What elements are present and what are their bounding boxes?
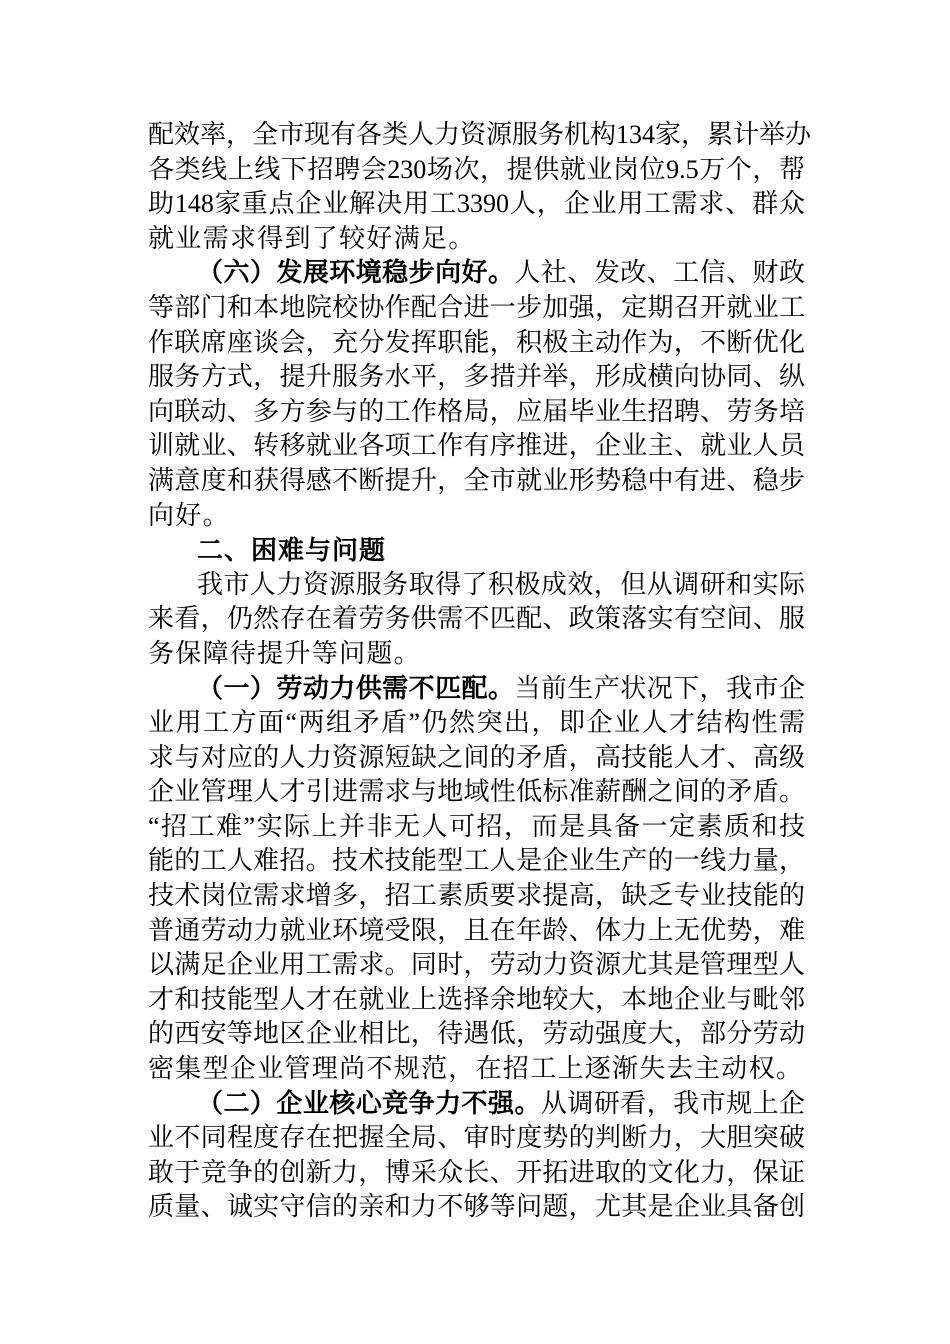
line-text: 技术岗位需求增多，招工素质要求提高，缺乏专业技能的 [148, 881, 805, 911]
text-line [148, 187, 805, 222]
text-line [148, 464, 805, 499]
text-line [148, 810, 805, 845]
line-text: 质量、诚实守信的亲和力不够等问题，尤其是企业具备创 [148, 1192, 805, 1222]
text-line [148, 775, 805, 810]
line-text: 能的工人难招。技术技能型工人是企业生产的一线力量， [148, 846, 805, 876]
line-text: 配效率，全市现有各类人力资源服务机构134家，累计举办 [148, 120, 812, 149]
text-line [148, 1156, 805, 1191]
line-text: 当前生产状况下，我市企 [514, 673, 805, 703]
text-line [148, 1017, 805, 1052]
line-text: 我市人力资源服务取得了积极成效，但从调研和实际 [197, 569, 805, 599]
paragraph [148, 672, 805, 1087]
text-line [148, 222, 805, 257]
text-line [148, 291, 805, 326]
line-text: 企业管理人才引进需求与地域性低标准薪酬之间的矛盾。 [148, 777, 805, 807]
text-line [148, 637, 805, 672]
text-line [148, 1121, 805, 1156]
text-line [148, 879, 805, 914]
line-text: 来看，仍然存在着劳务供需不匹配、政策落实有空间、服 [148, 604, 805, 634]
line-text: 从调研看，我市规上企 [540, 1088, 805, 1118]
line-text: 各类线上线下招聘会230场次，提供就业岗位9.5万个，帮 [148, 154, 805, 184]
text-line [148, 844, 805, 879]
line-text: 才和技能型人才在就业上选择余地较大，本地企业与毗邻 [148, 984, 805, 1014]
line-text: 业用工方面“两组矛盾”仍然突出，即企业人才结构性需 [148, 708, 805, 738]
text-line [148, 1052, 805, 1087]
text-line [148, 602, 805, 637]
text-line [148, 429, 805, 464]
document-page [148, 118, 812, 1225]
text-line [148, 360, 805, 395]
line-text: 求与对应的人力资源短缺之间的矛盾，高技能人才、高级 [148, 742, 805, 772]
paragraph [148, 1087, 805, 1225]
paragraph [148, 118, 812, 256]
line-text: 向联动、多方参与的工作格局，应届毕业生招聘、劳务培 [148, 396, 805, 426]
line-text: 满意度和获得感不断提升，全市就业形势稳中有进、稳步 [148, 465, 805, 495]
line-text: 向好。 [148, 500, 230, 530]
line-text: 务保障待提升等问题。 [148, 638, 422, 668]
line-text: “招工难”实际上并非无人可招，而是具备一定素质和技 [148, 811, 805, 841]
line-text: 密集型企业管理尚不规范，在招工上逐渐失去主动权。 [148, 1054, 804, 1084]
line-text: 二、困难与问题 [197, 535, 387, 566]
text-line [148, 983, 805, 1018]
text-line [148, 256, 805, 291]
text-line [148, 741, 805, 776]
paragraph [148, 256, 805, 533]
line-text: 的西安等地区企业相比，待遇低，劳动强度大，部分劳动 [148, 1019, 805, 1049]
text-line [148, 326, 805, 361]
text-line [148, 948, 805, 983]
line-text: 以满足企业用工需求。同时，劳动力资源尤其是管理型人 [148, 950, 805, 980]
line-text: 作联席座谈会，充分发挥职能，积极主动作为，不断优化 [148, 327, 805, 357]
text-line [148, 395, 805, 430]
text-line [148, 1087, 805, 1122]
paragraph-lead-title: （二）企业核心竞争力不强。 [197, 1088, 541, 1118]
text-line [148, 914, 805, 949]
text-line [148, 568, 805, 603]
line-text: 业不同程度存在把握全局、审时度势的判断力，大胆突破 [148, 1123, 805, 1153]
line-text: 等部门和本地院校协作配合进一步加强，定期召开就业工 [148, 292, 805, 322]
text-line [148, 672, 805, 707]
text-line [148, 706, 805, 741]
text-line [148, 533, 805, 568]
text-line [148, 118, 812, 153]
paragraph [148, 568, 805, 672]
line-text: 服务方式，提升服务水平，多措并举，形成横向协同、纵 [148, 362, 805, 392]
line-text: 普通劳动力就业环境受限，且在年龄、体力上无优势，难 [148, 915, 805, 945]
line-text: 训就业、转移就业各项工作有序推进，企业主、就业人员 [148, 431, 805, 461]
paragraph-lead-title: （六）发展环境稳步向好。 [197, 258, 515, 288]
line-text: 助148家重点企业解决用工3390人，企业用工需求、群众 [148, 189, 805, 219]
line-text: 人社、发改、工信、财政 [514, 258, 805, 288]
text-line [148, 499, 805, 534]
paragraph-lead-title: （一）劳动力供需不匹配。 [197, 673, 515, 703]
line-text: 就业需求得到了较好满足。 [148, 223, 476, 253]
line-text: 敢于竞争的创新力，博采众长、开拓进取的文化力，保证 [148, 1157, 805, 1187]
text-line [148, 153, 805, 188]
section-heading [148, 533, 805, 568]
text-line [148, 1190, 805, 1225]
